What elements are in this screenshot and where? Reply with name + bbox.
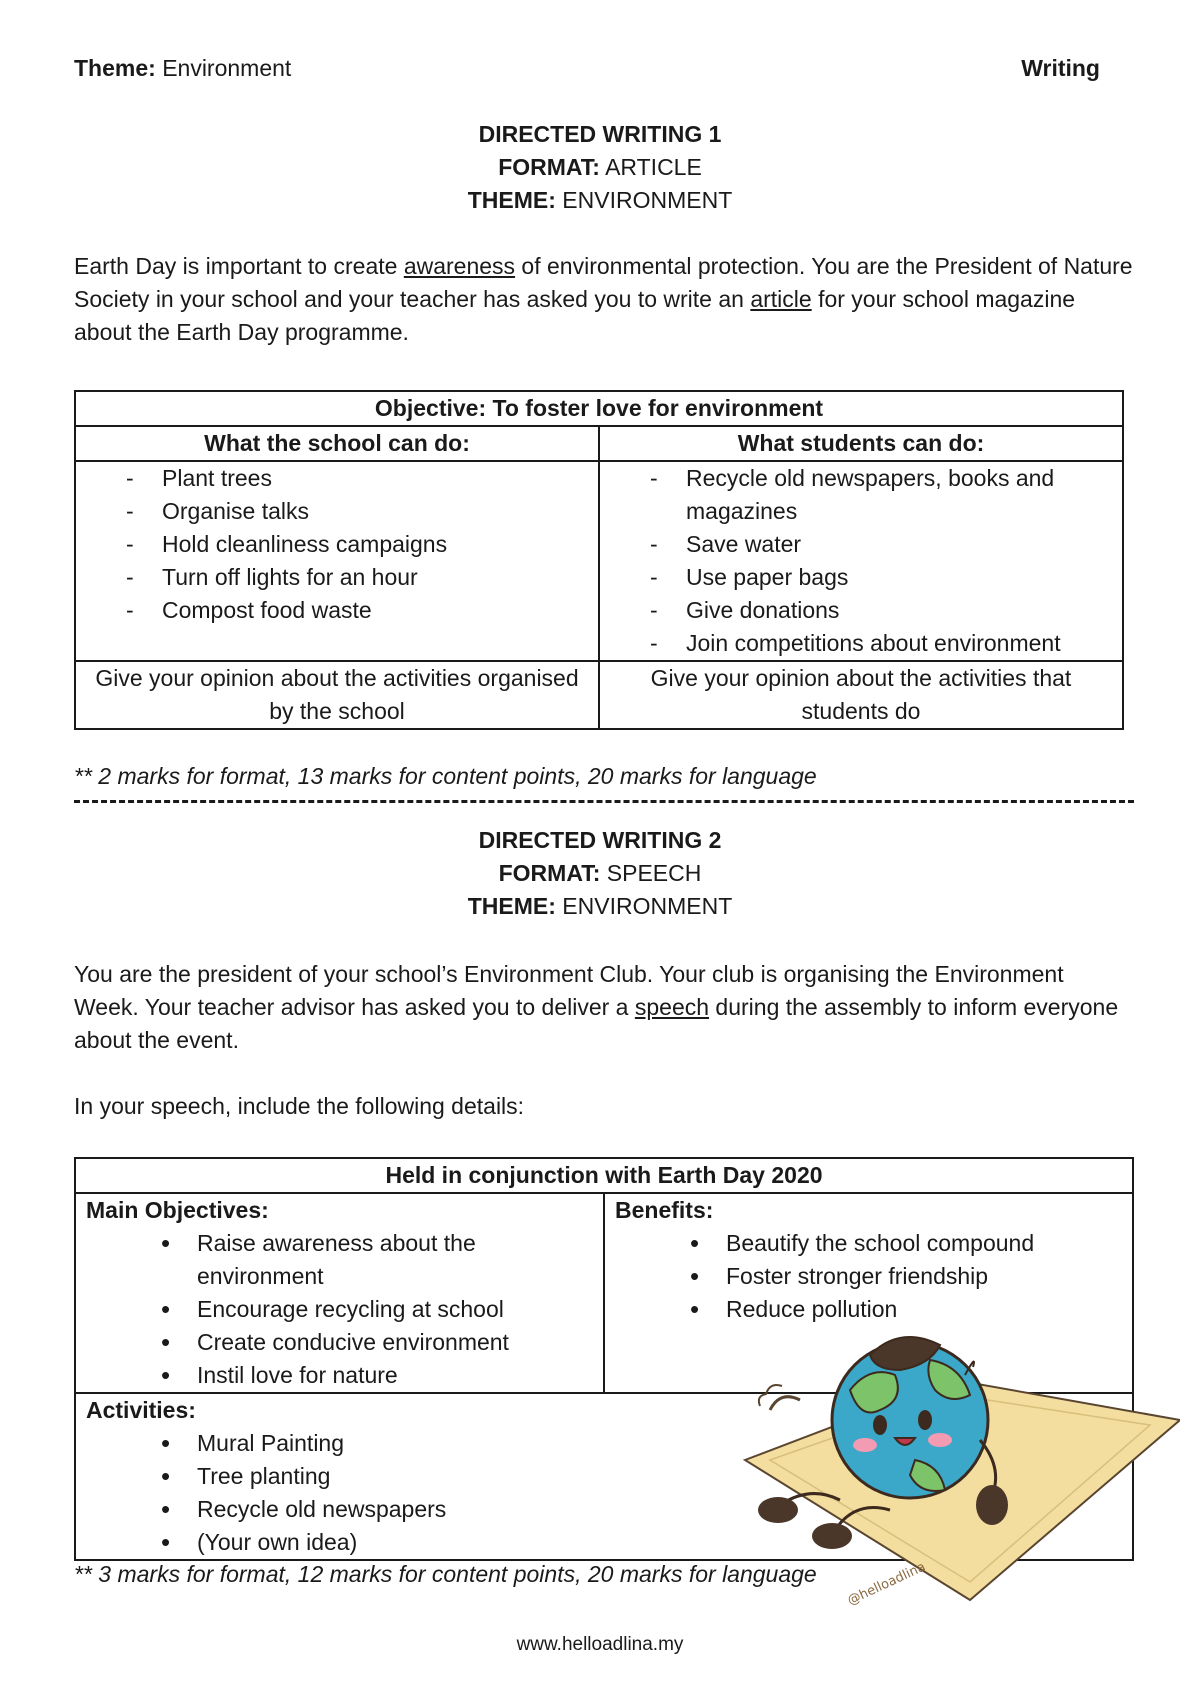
mascot-cheek bbox=[853, 1438, 877, 1452]
dw2-keyword-speech: speech bbox=[634, 994, 710, 1020]
earth-mascot-illustration bbox=[740, 1320, 1180, 1620]
dw2-benefits-list bbox=[605, 1227, 1132, 1326]
list-item: • Reduce pollution bbox=[690, 1293, 1132, 1326]
dw1-table bbox=[74, 390, 1124, 730]
list-item: • Beautify the school compound bbox=[690, 1227, 1132, 1260]
dw1-col-students: What students can do: bbox=[599, 426, 1123, 461]
dw2-table-heading: Held in conjunction with Earth Day 2020 bbox=[75, 1158, 1133, 1193]
dw1-prompt: Earth Day is important to create awareness of environmental protection. You are the President of Nature Society in your school and your teacher has asked you to write an article for your school magazine about the Earth Day programme. bbox=[74, 253, 1133, 345]
list-item: - Give donations bbox=[650, 594, 1102, 627]
list-item: • (Your own idea) bbox=[161, 1526, 1132, 1559]
dw1-keyword-awareness: awareness bbox=[403, 253, 516, 279]
dw1-school-list bbox=[76, 462, 598, 627]
dw2-title: DIRECTED WRITING 2 bbox=[478, 827, 722, 853]
list-item: • Create conducive environment bbox=[161, 1326, 603, 1359]
list-item: • Tree planting bbox=[161, 1460, 1132, 1493]
mascot-hand bbox=[976, 1485, 1008, 1525]
artist-signature: @helloadlina bbox=[845, 1559, 928, 1609]
list-item: - Join competitions about environment bbox=[650, 627, 1102, 660]
dw1-students-list bbox=[600, 462, 1122, 660]
dw1-col-school: What the school can do: bbox=[75, 426, 599, 461]
dw1-format: FORMAT: ARTICLE bbox=[498, 154, 702, 180]
dw2-include-text: In your speech, include the following details: bbox=[74, 1093, 525, 1119]
dw1-keyword-article: article bbox=[750, 286, 812, 312]
header-theme bbox=[74, 52, 291, 85]
dw1-title-block bbox=[0, 118, 1200, 217]
mascot-cheek bbox=[928, 1433, 952, 1447]
list-item: - Use paper bags bbox=[650, 561, 1102, 594]
list-item: • Raise awareness about the environment bbox=[161, 1227, 603, 1293]
dw1-students-cell bbox=[599, 461, 1123, 661]
mascot-boot bbox=[758, 1497, 798, 1523]
sweat-puff-icon bbox=[770, 1397, 800, 1410]
dw2-objectives-cell bbox=[75, 1193, 604, 1393]
dw2-objectives-list bbox=[76, 1227, 603, 1392]
dw2-activities-label: Activities: bbox=[86, 1397, 196, 1423]
header-theme-label: Theme: bbox=[74, 55, 156, 81]
dw2-marks-note: ** 3 marks for format, 12 marks for content points, 20 marks for language bbox=[74, 1561, 817, 1587]
mascot-eye bbox=[918, 1410, 932, 1430]
dw2-prompt: You are the president of your school’s Environment Club. Your club is organising the Environment Week. Your teacher advisor has asked you to deliver a speech during the assembly to inform everyone about the event. bbox=[74, 961, 1119, 1053]
list-item: - Turn off lights for an hour bbox=[126, 561, 598, 594]
header-subject: Writing bbox=[1021, 55, 1100, 81]
dw2-objectives-label: Main Objectives: bbox=[86, 1197, 269, 1223]
list-item: • Recycle old newspapers bbox=[161, 1493, 1132, 1526]
list-item: - Hold cleanliness campaigns bbox=[126, 528, 598, 561]
dw2-benefits-label: Benefits: bbox=[615, 1197, 714, 1223]
list-item: • Foster stronger friendship bbox=[690, 1260, 1132, 1293]
mascot-boot bbox=[812, 1523, 852, 1549]
footer-url[interactable]: www.helloadlina.my bbox=[516, 1634, 684, 1655]
list-item: - Plant trees bbox=[126, 462, 598, 495]
list-item: • Encourage recycling at school bbox=[161, 1293, 603, 1326]
list-item: - Save water bbox=[650, 528, 1102, 561]
dw1-objective: Objective: To foster love for environment bbox=[75, 391, 1123, 426]
dw1-opinion-students: Give your opinion about the activities that students do bbox=[599, 661, 1123, 729]
mascot-eye bbox=[873, 1415, 887, 1435]
dw1-marks-note: ** 2 marks for format, 13 marks for content points, 20 marks for language bbox=[74, 763, 817, 789]
puff-cloud-icon bbox=[759, 1385, 782, 1406]
dw1-school-cell bbox=[75, 461, 599, 661]
dw1-theme: THEME: ENVIRONMENT bbox=[467, 187, 733, 213]
dw2-format: FORMAT: SPEECH bbox=[498, 860, 702, 886]
list-item: • Instil love for nature bbox=[161, 1359, 603, 1392]
dw1-opinion-school: Give your opinion about the activities organised by the school bbox=[75, 661, 599, 729]
dw2-theme: THEME: ENVIRONMENT bbox=[467, 893, 733, 919]
list-item: - Recycle old newspapers, books and magazines bbox=[650, 462, 1102, 528]
list-item: • Mural Painting bbox=[161, 1427, 1132, 1460]
dw1-title: DIRECTED WRITING 1 bbox=[478, 121, 722, 147]
dw2-title-block bbox=[0, 824, 1200, 923]
list-item: - Compost food waste bbox=[126, 594, 598, 627]
section-divider bbox=[74, 800, 1134, 803]
header-theme-value: Environment bbox=[162, 55, 292, 81]
list-item: - Organise talks bbox=[126, 495, 598, 528]
